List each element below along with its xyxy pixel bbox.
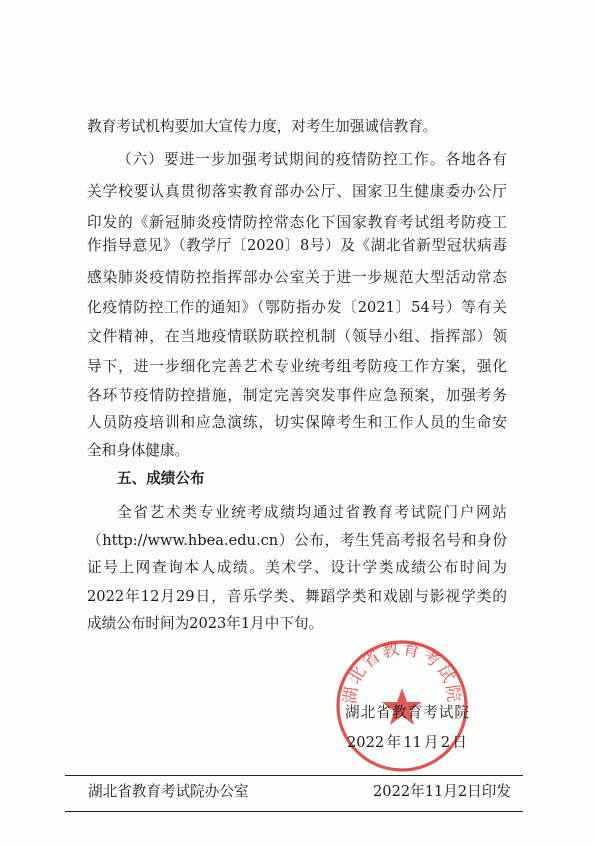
signature-org: 湖北省教育考试院 — [345, 704, 469, 721]
body-line: （http://www.hbea.edu.cn）公布，考生凭高考报名号和身份 — [87, 532, 507, 549]
footer-top-rule — [65, 775, 523, 776]
body-line: 印发的《新冠肺炎疫情防控常态化下国家教育考试组考防疫工 — [87, 214, 507, 231]
body-line: 各环节疫情防控措施，制定完善突发事件应急预案，加强考务 — [87, 387, 507, 404]
body-line: 2022年12月29日，音乐学类、舞蹈学类和戏剧与影视学类的 — [87, 588, 507, 605]
body-line: 化疫情防控工作的通知》（鄂防指办发〔2021〕54号）等有关 — [87, 299, 507, 316]
body-line: 文件精神，在当地疫情联防联控机制（领导小组、指挥部）领 — [87, 328, 507, 345]
body-line: 证号上网查询本人成绩。美术学、设计学类成绩公布时间为 — [87, 559, 507, 576]
body-line: 作指导意见》（教学厅〔2020〕8号）及《湖北省新型冠状病毒 — [87, 237, 507, 254]
signature-date: 2022年11月2日 — [347, 734, 467, 751]
section-heading: 五、成绩公布 — [117, 470, 205, 487]
body-line: 成绩公布时间为2023年1月中下旬。 — [87, 615, 324, 632]
footer-issuer: 湖北省教育考试院办公室 — [88, 783, 249, 800]
seal-arc-text: 湖北省教育考试院 — [340, 638, 464, 706]
body-line: 导下，进一步细化完善艺术专业统考组考防疫工作方案，强化 — [87, 358, 507, 375]
body-line: 感染肺炎疫情防控指挥部办公室关于进一步规范大型活动常态 — [87, 269, 507, 286]
body-line: 全和身体健康。 — [87, 442, 190, 459]
footer-bottom-rule — [65, 811, 523, 812]
body-line: 全省艺术类专业统考成绩均通过省教育考试院门户网站 — [117, 504, 507, 521]
body-line: 人员防疫培训和应急演练，切实保障考生和工作人员的生命安 — [87, 414, 507, 431]
footer-date: 2022年11月2日印发 — [373, 783, 511, 800]
body-line: （六）要进一步加强考试期间的疫情防控工作。各地各有 — [117, 151, 507, 168]
body-line: 关学校要认真贯彻落实教育部办公厅、国家卫生健康委办公厅 — [87, 183, 507, 200]
body-line: 教育考试机构要加大宣传力度，对考生加强诚信教育。 — [87, 118, 438, 135]
